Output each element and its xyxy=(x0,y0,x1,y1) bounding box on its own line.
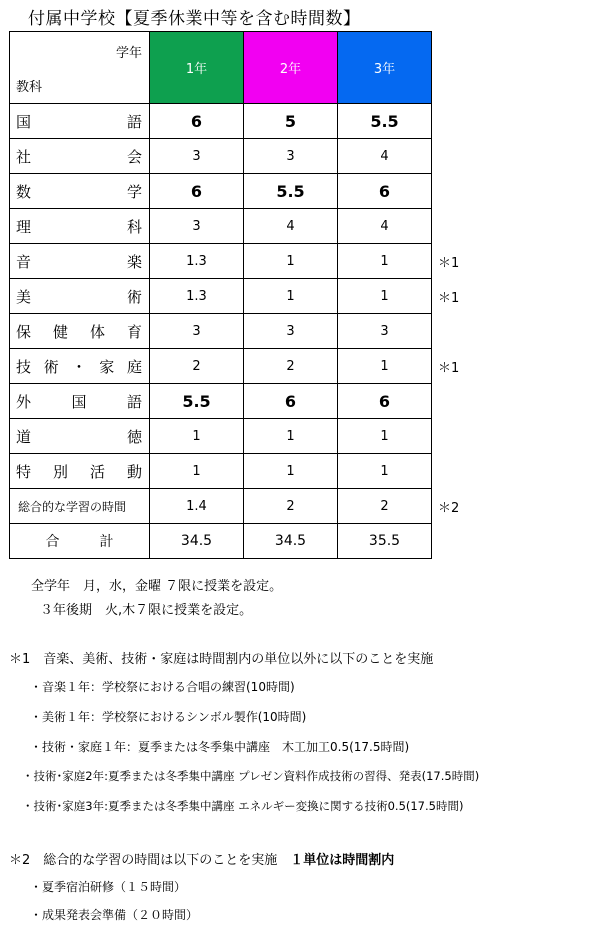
subject-char: 語 xyxy=(126,392,142,411)
subject-char: 別 xyxy=(52,462,68,481)
subject-cell xyxy=(10,104,150,139)
subject-char: 音 xyxy=(16,252,32,271)
hours-value-grade-2: 1 xyxy=(244,419,338,454)
hours-table xyxy=(9,31,432,559)
footnote-1-item: ・技術･家庭3年:夏季または冬季集中講座 エネルギー変換に関する技術0.5(17.5時間) xyxy=(22,799,464,813)
hours-value-grade-1: 1 xyxy=(150,454,244,489)
subject-label xyxy=(10,321,149,342)
hours-value-grade-1: 3 xyxy=(150,139,244,174)
subject-cell xyxy=(10,244,150,279)
subject-label xyxy=(10,461,149,482)
table-row xyxy=(10,384,432,419)
total-label-char: 計 xyxy=(99,534,114,550)
footnote-1-item: ・技術･家庭2年:夏季または冬季集中講座 プレゼン資料作成技術の習得、発表(17.5時間) xyxy=(22,769,480,783)
note-line-1: 全学年 月，水，金曜 ７限に授業を設定。 xyxy=(31,579,283,594)
footnote-2-heading-bold: １単位は時間割内 xyxy=(290,853,395,868)
subject-char: 活 xyxy=(89,462,105,481)
table-row xyxy=(10,314,432,349)
subject-char: 動 xyxy=(126,462,142,481)
subject-char: 理 xyxy=(16,217,32,236)
footnote-mark: ＊1 xyxy=(438,256,460,271)
hours-value-grade-2: 5.5 xyxy=(244,174,338,209)
table-row xyxy=(10,349,432,384)
subject-label xyxy=(10,356,149,377)
subject-label xyxy=(10,426,149,447)
total-value-grade-2: 34.5 xyxy=(244,524,338,559)
table-row xyxy=(10,419,432,454)
table-row xyxy=(10,489,432,524)
footnote-mark: ＊1 xyxy=(438,291,460,306)
subject-char: 特 xyxy=(16,462,32,481)
hours-value-grade-2: 2 xyxy=(244,349,338,384)
hours-value-grade-3: 6 xyxy=(338,384,432,419)
table-row xyxy=(10,174,432,209)
hours-value-grade-3: 1 xyxy=(338,279,432,314)
hours-value-grade-1: 6 xyxy=(150,174,244,209)
grade-header-1: 1年 xyxy=(150,32,244,104)
hours-value-grade-1: 1.4 xyxy=(150,489,244,524)
hours-value-grade-3: 1 xyxy=(338,349,432,384)
hours-value-grade-1: 1.3 xyxy=(150,279,244,314)
hours-value-grade-2: 2 xyxy=(244,489,338,524)
hours-value-grade-3: 1 xyxy=(338,454,432,489)
table-header-row xyxy=(10,32,432,104)
hours-value-grade-3: 6 xyxy=(338,174,432,209)
hours-value-grade-2: 3 xyxy=(244,314,338,349)
footnote-2-heading xyxy=(9,849,394,868)
hours-value-grade-2: 1 xyxy=(244,279,338,314)
table-row xyxy=(10,104,432,139)
footnote-mark: ＊2 xyxy=(438,501,460,516)
totals-row xyxy=(10,524,432,559)
hours-value-grade-1: 3 xyxy=(150,314,244,349)
hours-value-grade-1: 5.5 xyxy=(150,384,244,419)
subject-cell xyxy=(10,279,150,314)
subject-char: ・ xyxy=(71,357,87,376)
footnote-1-item: ・技術・家庭１年：夏季または冬季集中講座 木工加工0.5(17.5時間) xyxy=(30,740,410,754)
total-label-char: 合 xyxy=(45,534,60,550)
subject-cell xyxy=(10,209,150,244)
subject-label xyxy=(10,146,149,167)
footnote-2-item: ・成果発表会準備（２０時間） xyxy=(30,908,199,922)
hours-value-grade-3: 5.5 xyxy=(338,104,432,139)
subject-char: 健 xyxy=(52,322,68,341)
corner-cell xyxy=(10,32,150,104)
total-value-grade-1: 34.5 xyxy=(150,524,244,559)
corner-subject-label: 教科 xyxy=(16,80,43,95)
subject-char: 家 xyxy=(99,357,115,376)
table-row xyxy=(10,279,432,314)
hours-value-grade-2: 1 xyxy=(244,454,338,489)
subject-char: 科 xyxy=(126,217,142,236)
subject-char: 美 xyxy=(16,287,32,306)
total-value-grade-3: 35.5 xyxy=(338,524,432,559)
subject-char: 社 xyxy=(16,147,32,166)
hours-value-grade-3: 1 xyxy=(338,419,432,454)
subject-char: 保 xyxy=(16,322,32,341)
hours-value-grade-3: 3 xyxy=(338,314,432,349)
table-row xyxy=(10,244,432,279)
footnote-1-item: ・音楽１年：学校祭における合唱の練習(10時間) xyxy=(30,680,295,694)
table-row xyxy=(10,139,432,174)
subject-char: 術 xyxy=(43,357,59,376)
subject-char: 楽 xyxy=(126,252,142,271)
page-title: 付属中学校【夏季休業中等を含む時間数】 xyxy=(28,9,361,29)
subject-char: 国 xyxy=(71,392,87,411)
subject-char: 外 xyxy=(16,392,32,411)
hours-value-grade-2: 4 xyxy=(244,209,338,244)
hours-value-grade-3: 4 xyxy=(338,139,432,174)
hours-value-grade-3: 1 xyxy=(338,244,432,279)
subject-cell xyxy=(10,419,150,454)
total-label-cell xyxy=(10,524,150,559)
subject-cell xyxy=(10,314,150,349)
subject-label xyxy=(10,216,149,237)
total-label xyxy=(10,531,149,551)
subject-char: 庭 xyxy=(126,357,142,376)
footnote-2-heading-text: ＊2 総合的な学習の時間は以下のことを実施 xyxy=(9,853,291,868)
subject-char: 育 xyxy=(126,322,142,341)
hours-value-grade-1: 1.3 xyxy=(150,244,244,279)
subject-label xyxy=(10,251,149,272)
hours-value-grade-3: 2 xyxy=(338,489,432,524)
subject-label xyxy=(10,111,149,132)
subject-char: 国 xyxy=(16,112,32,131)
footnote-2-item: ・夏季宿泊研修（１５時間） xyxy=(30,880,187,894)
subject-char: 術 xyxy=(126,287,142,306)
subject-char: 語 xyxy=(126,112,142,131)
subject-cell xyxy=(10,174,150,209)
subject-char: 徳 xyxy=(126,427,142,446)
hours-value-grade-2: 5 xyxy=(244,104,338,139)
subject-label xyxy=(10,286,149,307)
hours-value-grade-1: 2 xyxy=(150,349,244,384)
footnote-1-heading: ＊1 音楽、美術、技術・家庭は時間割内の単位以外に以下のことを実施 xyxy=(9,652,434,667)
footnote-mark: ＊1 xyxy=(438,361,460,376)
subject-cell xyxy=(10,139,150,174)
subject-cell xyxy=(10,454,150,489)
subject-char: 技 xyxy=(16,357,32,376)
subject-char: 学 xyxy=(126,182,142,201)
table-row xyxy=(10,209,432,244)
subject-char: 会 xyxy=(126,147,142,166)
subject-char: 体 xyxy=(89,322,105,341)
hours-value-grade-1: 6 xyxy=(150,104,244,139)
grade-header-3: 3年 xyxy=(338,32,432,104)
subject-label xyxy=(10,181,149,202)
corner-grade-label: 学年 xyxy=(115,46,142,61)
hours-value-grade-2: 3 xyxy=(244,139,338,174)
table-row xyxy=(10,454,432,489)
subject-char: 道 xyxy=(16,427,32,446)
subject-label: 総合的な学習の時間 xyxy=(18,499,127,514)
note-line-2: ３年後期 火,木７限に授業を設定。 xyxy=(40,603,253,618)
hours-value-grade-2: 6 xyxy=(244,384,338,419)
hours-value-grade-3: 4 xyxy=(338,209,432,244)
subject-cell xyxy=(10,489,150,524)
hours-value-grade-2: 1 xyxy=(244,244,338,279)
hours-value-grade-1: 3 xyxy=(150,209,244,244)
subject-char: 数 xyxy=(16,182,32,201)
subject-cell xyxy=(10,384,150,419)
subject-cell xyxy=(10,349,150,384)
subject-label xyxy=(10,391,149,412)
grade-header-2: 2年 xyxy=(244,32,338,104)
hours-value-grade-1: 1 xyxy=(150,419,244,454)
footnote-1-item: ・美術１年：学校祭におけるシンボル製作(10時間) xyxy=(30,710,307,724)
